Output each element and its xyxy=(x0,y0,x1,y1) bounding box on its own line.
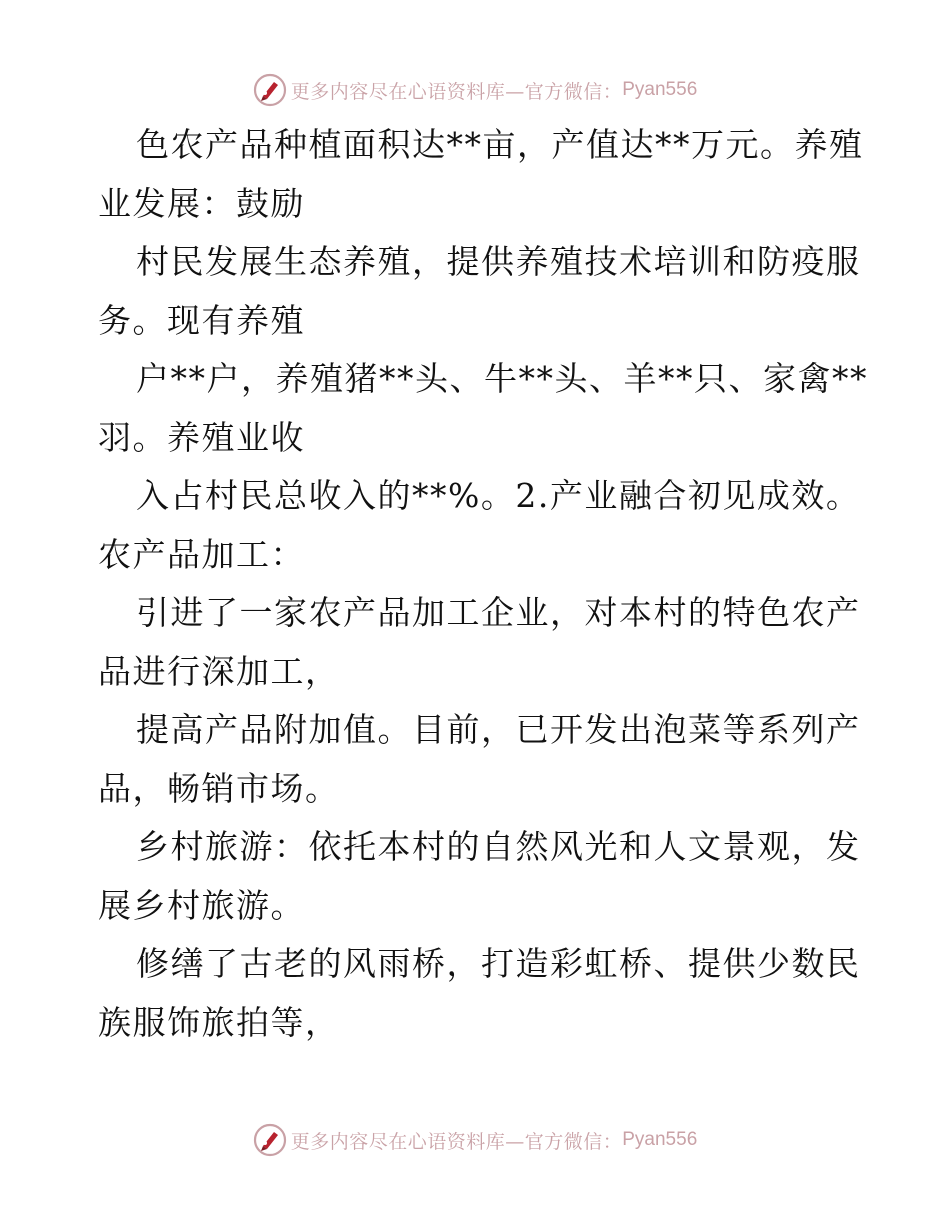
paragraph-line: 族服饰旅拍等， xyxy=(98,1002,340,1042)
paragraph-line: 修缮了古老的风雨桥，打造彩虹桥、提供少数民 xyxy=(136,944,861,983)
banner-account: Pyan556 xyxy=(622,79,698,100)
document-body xyxy=(98,116,868,1052)
paragraph-line: 乡村旅游：依托本村的自然风光和人文景观，发 xyxy=(136,827,861,866)
banner-account: Pyan556 xyxy=(622,1129,698,1150)
header-banner xyxy=(0,70,950,110)
paragraph-line: 引进了一家农产品加工企业，对本村的特色农产 xyxy=(136,593,861,632)
paragraph-line: 羽。养殖业收 xyxy=(98,417,305,457)
paragraph-line: 色农产品种植面积达**亩，产值达**万元。养殖 xyxy=(136,125,864,164)
paragraph-line: 务。现有养殖 xyxy=(98,300,305,340)
paragraph-line: 村民发展生态养殖，提供养殖技术培训和防疫服 xyxy=(136,242,861,281)
paragraph-line: 展乡村旅游。 xyxy=(98,885,305,925)
paragraph-line: 农产品加工： xyxy=(98,534,305,574)
paragraph-line: 业发展：鼓励 xyxy=(98,183,305,223)
paragraph-line: 户**户，养殖猪**头、牛**头、羊**只、家禽** xyxy=(136,359,868,398)
paragraph-line: 品，畅销市场。 xyxy=(98,768,340,808)
pen-logo-icon xyxy=(253,73,287,107)
pen-logo-icon xyxy=(253,1123,287,1157)
footer-banner xyxy=(0,1120,950,1160)
paragraph-line: 入占村民总收入的**%。2.产业融合初见成效。 xyxy=(136,476,861,515)
paragraph-line: 提高产品附加值。目前，已开发出泡菜等系列产 xyxy=(136,710,861,749)
banner-text: 更多内容尽在心语资料库—官方微信： xyxy=(290,1130,623,1153)
banner-text: 更多内容尽在心语资料库—官方微信： xyxy=(290,80,623,103)
paragraph-line: 品进行深加工， xyxy=(98,651,340,691)
